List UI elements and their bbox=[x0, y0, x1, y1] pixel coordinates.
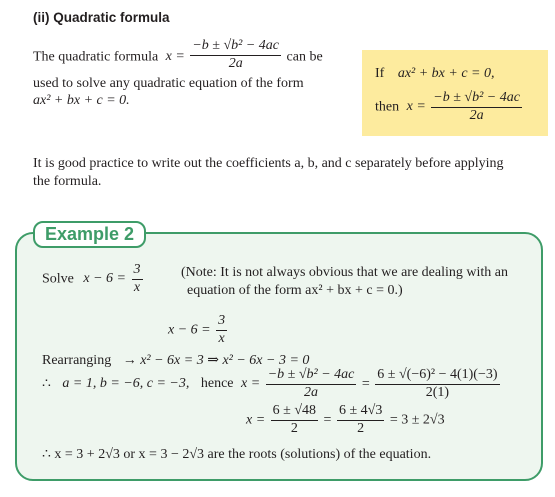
sidebar-if-equation: ax² + bx + c = 0, bbox=[397, 66, 495, 81]
hence-formula-numerator: −b ± √b² − 4ac bbox=[266, 368, 357, 385]
sidebar-if-line bbox=[375, 66, 495, 82]
step2-fraction-2-numerator: 6 ± 4√3 bbox=[337, 404, 384, 421]
intro-line-1 bbox=[33, 38, 323, 73]
solve-equation-lhs: x − 6 = bbox=[83, 271, 126, 287]
hence-label: hence bbox=[200, 376, 234, 392]
restated-numerator: 3 bbox=[216, 314, 227, 331]
sidebar-then-label: then bbox=[375, 99, 400, 115]
sidebar-formula-numerator: −b ± √b² − 4ac bbox=[431, 91, 522, 108]
hence-lhs: x = bbox=[241, 376, 261, 392]
intro-suffix: can be bbox=[286, 49, 323, 65]
coefficients: a = 1, b = −6, c = −3, bbox=[62, 376, 190, 392]
practice-note-line-1: It is good practice to write out the coefficients a, b, and c separately before applying bbox=[33, 156, 504, 171]
step2-fraction-1-denominator: 2 bbox=[290, 420, 298, 436]
restated-lhs: x − 6 = bbox=[168, 322, 211, 338]
simplification-line bbox=[246, 404, 445, 436]
intro-prefix: The quadratic formula bbox=[33, 49, 159, 65]
note-line-2: equation of the form ax² + bx + c = 0.) bbox=[187, 283, 403, 298]
sidebar-formula-denominator: 2a bbox=[469, 107, 484, 123]
therefore-symbol: ∴ bbox=[42, 376, 51, 392]
hence-formula bbox=[266, 368, 357, 400]
intro-line-3: ax² + bx + c = 0. bbox=[33, 93, 130, 108]
hence-line bbox=[42, 368, 502, 400]
solve-label: Solve bbox=[42, 271, 74, 287]
restated-equation bbox=[168, 314, 229, 346]
step2-fraction-2-denominator: 2 bbox=[357, 420, 365, 436]
substitution-fraction bbox=[375, 368, 499, 400]
intro-line-2: used to solve any quadratic equation of the form bbox=[33, 76, 304, 91]
step2-fraction-1 bbox=[271, 404, 318, 436]
sidebar-then-line bbox=[375, 91, 524, 123]
formula-denominator: 2a bbox=[228, 55, 243, 71]
step2-fraction-2 bbox=[337, 404, 384, 436]
step2-fraction-1-numerator: 6 ± √48 bbox=[271, 404, 318, 421]
sidebar-formula bbox=[431, 91, 522, 123]
rearranging-steps: → x² − 6x = 3 ⇒ x² − 6x − 3 = 0 bbox=[122, 353, 310, 368]
solve-equation-fraction bbox=[132, 263, 143, 295]
solve-line bbox=[42, 263, 145, 295]
hence-formula-denominator: 2a bbox=[304, 384, 319, 400]
substitution-denominator: 2(1) bbox=[425, 384, 450, 400]
practice-note-line-2: the formula. bbox=[33, 174, 102, 189]
sidebar-then-lhs: x = bbox=[406, 99, 426, 115]
substitution-numerator: 6 ± √(−6)² − 4(1)(−3) bbox=[375, 368, 499, 385]
rearranging-label: Rearranging bbox=[42, 353, 112, 368]
restated-denominator: x bbox=[218, 330, 225, 346]
restated-fraction bbox=[216, 314, 227, 346]
note-line-1: (Note: It is not always obvious that we are dealing with an bbox=[181, 265, 508, 280]
example-title: Example 2 bbox=[33, 221, 146, 248]
section-heading: (ii) Quadratic formula bbox=[33, 10, 170, 25]
step2-lhs: x = bbox=[246, 412, 266, 428]
sidebar-if-label: If bbox=[375, 66, 385, 81]
step2-result: = 3 ± 2√3 bbox=[389, 412, 445, 428]
solve-fraction-denominator: x bbox=[133, 279, 141, 295]
equals-sign: = bbox=[361, 376, 370, 392]
formula-lhs: x = bbox=[165, 49, 185, 65]
quadratic-formula bbox=[190, 39, 281, 71]
solve-fraction-numerator: 3 bbox=[132, 263, 143, 280]
step2-equals: = bbox=[323, 412, 332, 428]
formula-numerator: −b ± √b² − 4ac bbox=[190, 39, 281, 56]
conclusion: ∴ x = 3 + 2√3 or x = 3 − 2√3 are the roots (solutions) of the equation. bbox=[42, 447, 432, 462]
